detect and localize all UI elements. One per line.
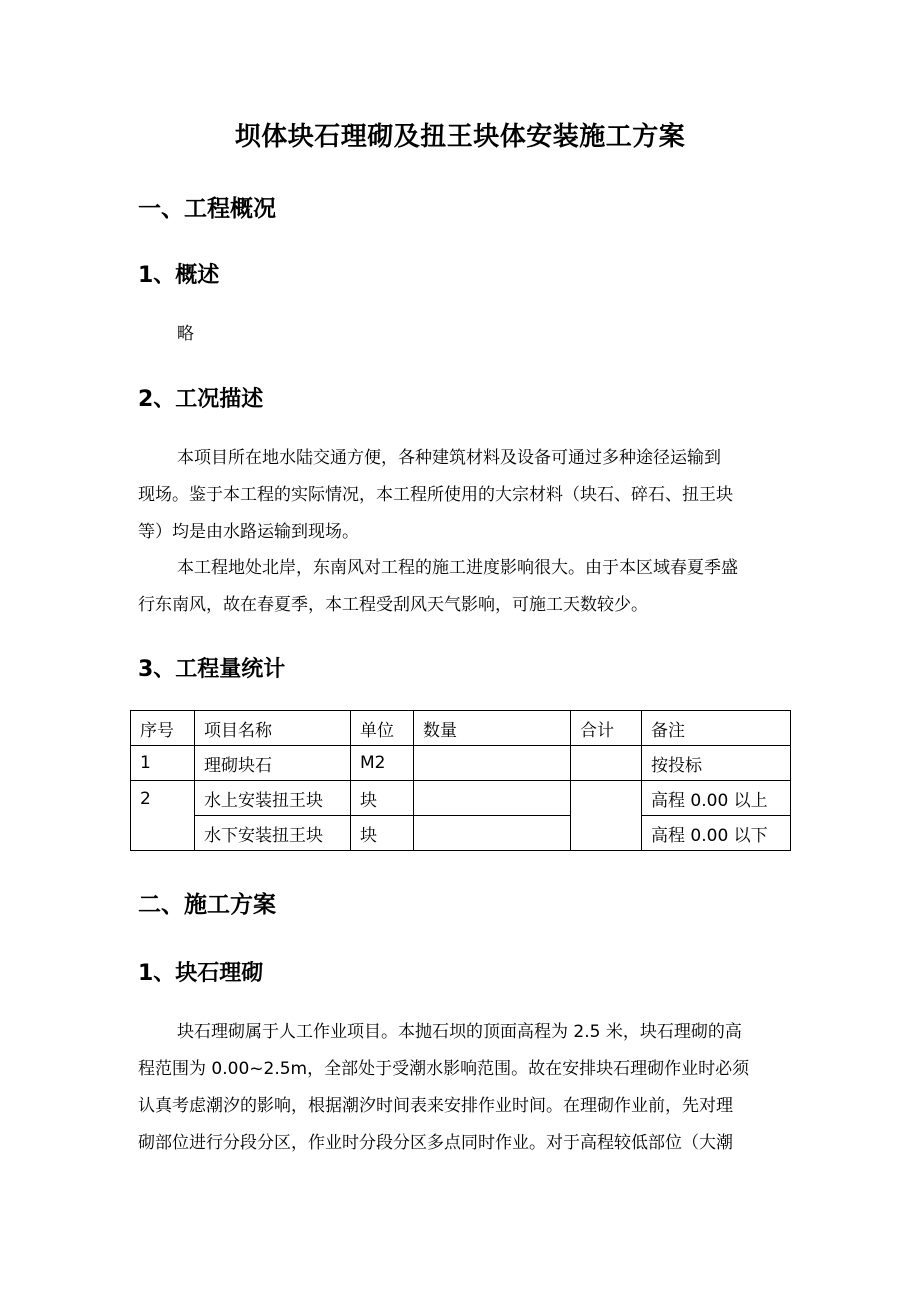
cell-note: 高程 0.00 以上 — [642, 781, 791, 816]
header-cell: 数量 — [414, 711, 571, 746]
cell-name: 水下安装扭王块 — [195, 816, 351, 851]
cell-name: 水上安装扭王块 — [195, 781, 351, 816]
cell-unit: 块 — [351, 781, 414, 816]
paragraph-line: 本项目所在地水陆交通方便，各种建筑材料及设备可通过多种途径运输到 — [177, 448, 721, 468]
subheading-stone-masonry: 1、块石理砌 — [138, 961, 264, 986]
paragraph-line: 砌部位进行分段分区，作业时分段分区多点同时作业。对于高程较低部位（大潮 — [138, 1133, 733, 1153]
paragraph-line: 等）均是由水路运输到现场。 — [138, 522, 359, 542]
table-row — [131, 781, 791, 816]
header-cell: 单位 — [351, 711, 414, 746]
header-cell: 备注 — [642, 711, 791, 746]
cell-total — [571, 746, 642, 781]
subheading-summary: 1、概述 — [138, 263, 220, 288]
section-heading-overview: 一、工程概况 — [138, 196, 276, 222]
cell-unit: M2 — [351, 746, 414, 781]
section-heading-plan: 二、施工方案 — [138, 892, 276, 918]
header-cell: 合计 — [571, 711, 642, 746]
document-title: 坝体块石理砌及扭王块体安装施工方案 — [234, 122, 686, 152]
paragraph-line: 认真考虑潮汐的影响，根据潮汐时间表来安排作业时间。在理砌作业前，先对理 — [138, 1096, 733, 1116]
cell-no: 1 — [131, 746, 195, 781]
subheading-conditions: 2、工况描述 — [138, 387, 264, 412]
paragraph-line: 本工程地处北岸，东南风对工程的施工进度影响很大。由于本区域春夏季盛 — [177, 558, 738, 578]
table-row — [131, 746, 791, 781]
summary-text: 略 — [177, 324, 194, 344]
header-cell: 序号 — [131, 711, 195, 746]
cell-qty — [414, 781, 571, 816]
paragraph-line: 现场。鉴于本工程的实际情况，本工程所使用的大宗材料（块石、碎石、扭王块 — [138, 485, 733, 505]
paragraph-line: 块石理砌属于人工作业项目。本抛石坝的顶面高程为 2.5 米，块石理砌的高 — [177, 1022, 742, 1042]
cell-no: 2 — [131, 781, 195, 851]
table-row — [131, 816, 791, 851]
subheading-quantities: 3、工程量统计 — [138, 657, 286, 682]
cell-total — [571, 781, 642, 851]
cell-qty — [414, 746, 571, 781]
cell-note: 高程 0.00 以下 — [642, 816, 791, 851]
table-header-row — [131, 711, 791, 746]
cell-qty — [414, 816, 571, 851]
cell-note: 按投标 — [642, 746, 791, 781]
cell-name: 理砌块石 — [195, 746, 351, 781]
quantity-table — [130, 710, 791, 851]
cell-unit: 块 — [351, 816, 414, 851]
paragraph-line: 程范围为 0.00~2.5m，全部处于受潮水影响范围。故在安排块石理砌作业时必须 — [138, 1059, 750, 1079]
paragraph-line: 行东南风，故在春夏季，本工程受刮风天气影响，可施工天数较少。 — [138, 595, 648, 615]
header-cell: 项目名称 — [195, 711, 351, 746]
